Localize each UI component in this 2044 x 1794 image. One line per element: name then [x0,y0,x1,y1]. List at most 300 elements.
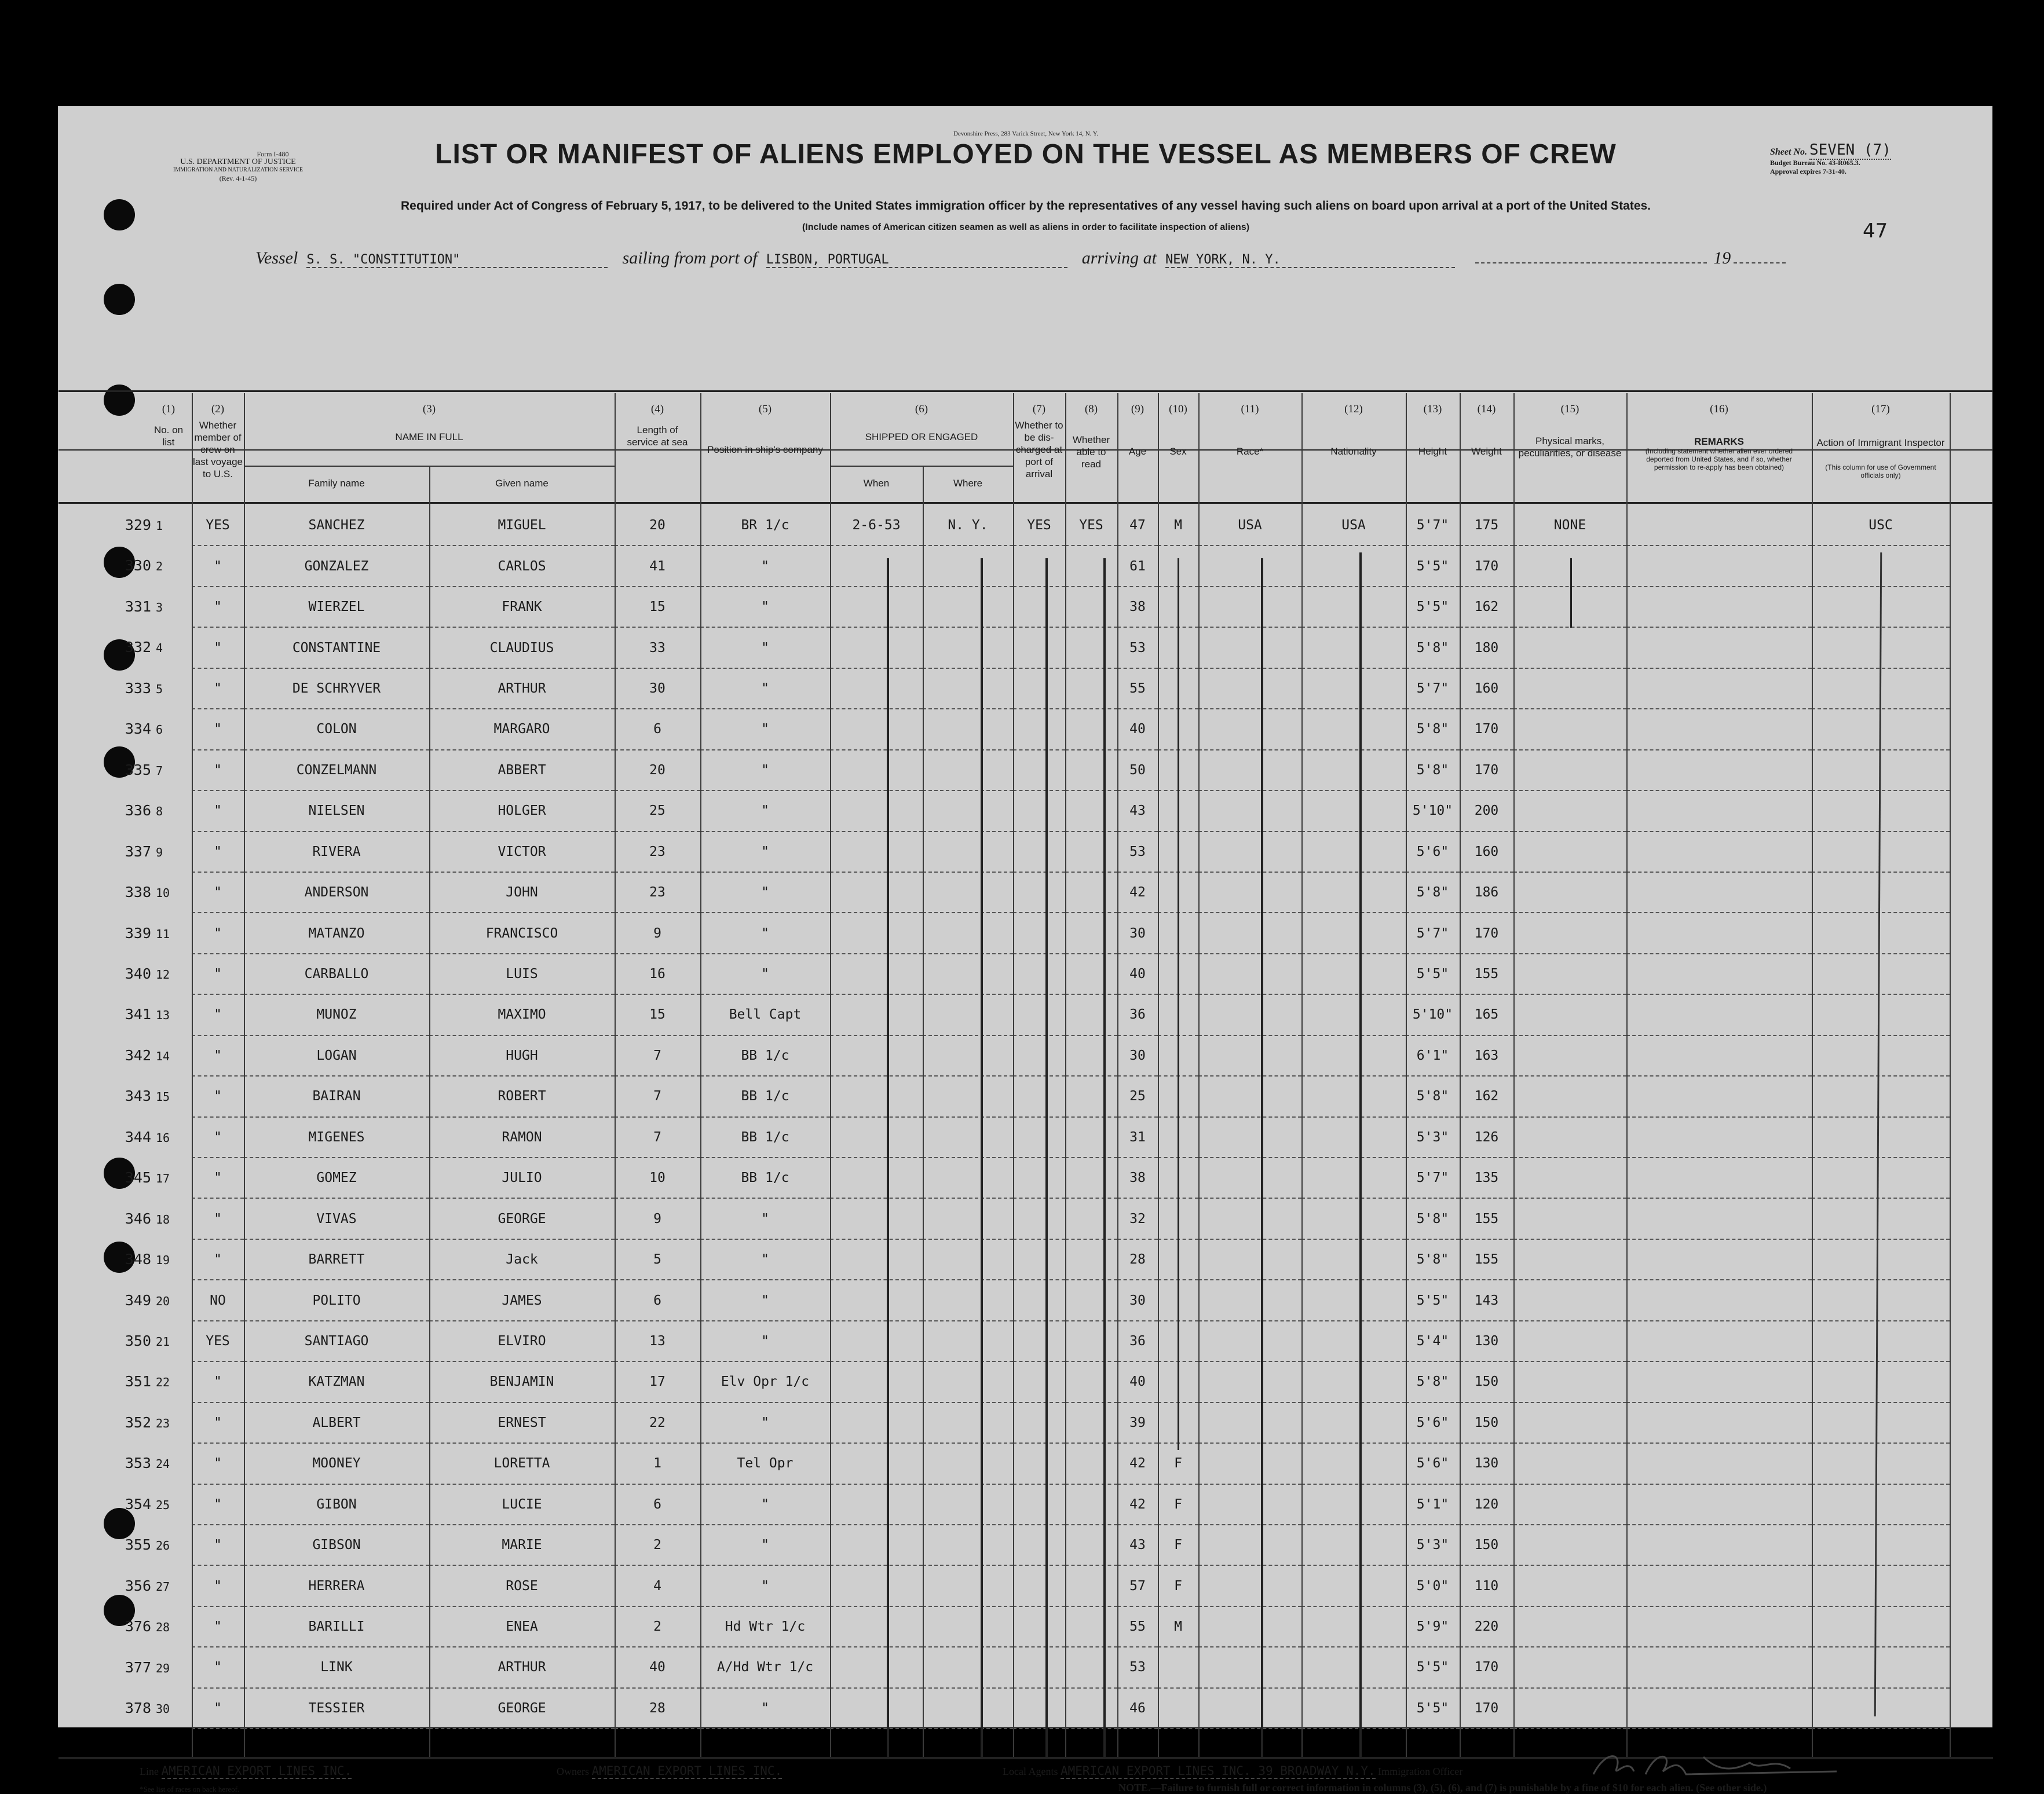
race-cell [1198,1403,1301,1443]
age-cell: 53 [1117,832,1158,872]
departure-port: LISBON, PORTUGAL [766,252,1067,268]
age-cell: 30 [1117,1280,1158,1320]
header-name-in-full: NAME IN FULL [395,431,463,442]
nationality-cell [1301,913,1406,953]
inspector-action-cell [1812,1198,1950,1239]
crew-last-voyage-cell: " [192,1443,244,1484]
family-name-cell: NIELSEN [244,790,429,831]
column-rule [615,393,616,1757]
weight-cell: 155 [1460,1239,1513,1280]
family-name-cell: BARRETT [244,1239,429,1280]
discharged-cell [1013,1239,1065,1280]
column-rule [1460,393,1461,1757]
given-name-cell: ARTHUR [429,668,615,709]
crew-last-voyage-cell: " [192,545,244,586]
discharged-cell [1013,1565,1065,1606]
given-name-cell: JOHN [429,872,615,913]
nationality-cell [1301,1565,1406,1606]
nationality-cell [1301,1484,1406,1525]
nationality-cell [1301,872,1406,913]
col-num: (1) [162,403,175,415]
race-cell [1198,832,1301,872]
service-length-cell: 41 [615,545,700,586]
sheet-number-block [1770,141,1891,176]
age-cell: 39 [1117,1403,1158,1443]
inspector-action-cell [1812,1158,1950,1198]
able-to-read-cell [1065,994,1117,1035]
age-cell: 38 [1117,1158,1158,1198]
position-cell: " [700,627,830,668]
inspector-action-cell [1812,872,1950,913]
weight-cell: 163 [1460,1035,1513,1076]
weight-cell: 186 [1460,872,1513,913]
crew-last-voyage-cell: " [192,954,244,994]
race-cell [1198,1565,1301,1606]
remarks-cell [1626,1239,1812,1280]
race-cell [1198,954,1301,994]
able-to-read-cell [1065,750,1117,790]
manifest-sheet [58,106,1992,1793]
physical-marks-cell [1513,1688,1626,1729]
able-to-read-cell [1065,1321,1117,1361]
list-number: 5 [156,682,163,696]
shipped-when-cell [830,1443,923,1484]
family-name-cell: MUNOZ [244,994,429,1035]
table-row [192,1321,1950,1361]
remarks-cell [1626,1688,1812,1729]
physical-marks-cell [1513,1606,1626,1647]
race-cell [1198,545,1301,586]
remarks-cell [1626,587,1812,627]
shipped-when-cell [830,1484,923,1525]
shipped-when-cell [830,872,923,913]
serial-entry [105,1700,192,1716]
given-name-cell: JAMES [429,1280,615,1320]
height-cell: 6'1" [1406,1035,1460,1076]
col-num: (2) [211,403,225,415]
race-cell [1198,1321,1301,1361]
service-length-cell: 17 [615,1361,700,1402]
discharged-cell [1013,1076,1065,1116]
col-num: (3) [422,403,436,415]
physical-marks-cell [1513,1198,1626,1239]
shipped-where-cell [923,709,1013,749]
age-cell: 55 [1117,668,1158,709]
header-sex: Sex [1169,446,1187,457]
race-cell [1198,790,1301,831]
family-name-cell: SANTIAGO [244,1321,429,1361]
position-cell: A/Hd Wtr 1/c [700,1647,830,1687]
list-number: 21 [156,1335,170,1349]
shipped-when-cell [830,587,923,627]
given-name-cell: GEORGE [429,1688,615,1729]
arrival-port: NEW YORK, N. Y. [1165,252,1455,268]
position-cell: Tel Opr [700,1443,830,1484]
serial-entry [105,925,192,942]
shipped-where-cell [923,1647,1013,1687]
position-cell: " [700,1198,830,1239]
position-cell: Elv Opr 1/c [700,1361,830,1402]
table-row [192,1239,1950,1280]
serial-entry [105,1659,192,1676]
race-cell [1198,872,1301,913]
table-row [192,1647,1950,1687]
race-cell [1198,1239,1301,1280]
family-name-cell: ANDERSON [244,872,429,913]
age-cell: 30 [1117,913,1158,953]
race-cell [1198,1647,1301,1687]
shipped-when-cell [830,709,923,749]
inspector-action-cell [1812,954,1950,994]
crew-last-voyage-cell: " [192,1606,244,1647]
shipped-when-cell [830,1076,923,1116]
table-row [192,505,1950,545]
col-num: (6) [915,403,928,415]
nationality-cell [1301,750,1406,790]
family-name-cell: BAIRAN [244,1076,429,1116]
crew-last-voyage-cell: " [192,587,244,627]
family-name-cell: CONSTANTINE [244,627,429,668]
weight-cell: 160 [1460,668,1513,709]
list-number: 1 [156,519,163,533]
budget-bureau: Budget Bureau No. 43-R065.3. [1770,159,1860,167]
serial-number: 333 [125,679,151,697]
list-number: 11 [156,927,170,941]
remarks-cell [1626,1198,1812,1239]
nationality-cell [1301,1688,1406,1729]
age-cell: 40 [1117,709,1158,749]
physical-marks-cell [1513,1035,1626,1076]
header-able-to-read: Whether able to read [1072,434,1110,470]
discharged-cell [1013,627,1065,668]
service-length-cell: 23 [615,872,700,913]
shipped-when-cell [830,1239,923,1280]
when-ditto-line [887,558,889,1757]
weight-cell: 170 [1460,1688,1513,1729]
family-name-cell: MIGENES [244,1117,429,1158]
remarks-cell [1626,1321,1812,1361]
family-name-cell: WIERZEL [244,587,429,627]
height-cell: 5'3" [1406,1117,1460,1158]
header-weight: Weight [1471,446,1502,457]
position-cell: " [700,587,830,627]
list-number: 12 [156,967,170,982]
remarks-cell [1626,790,1812,831]
weight-cell: 175 [1460,505,1513,545]
year-blank [1734,262,1786,263]
service-length-cell: 28 [615,1688,700,1729]
serial-number: 345 [125,1169,151,1187]
inspector-action-cell [1812,1484,1950,1525]
name-subheader-rule [244,466,615,467]
position-cell: " [700,709,830,749]
officer-label: Immigration Officer [1378,1766,1463,1777]
weight-cell: 170 [1460,913,1513,953]
table-row [192,790,1950,831]
serial-number: 346 [125,1210,151,1227]
shipped-where-cell [923,1688,1013,1729]
shipped-where-cell [923,668,1013,709]
crew-last-voyage-cell: " [192,1525,244,1565]
serial-number: 339 [125,924,151,942]
table-row [192,587,1950,627]
inspector-action-cell [1812,1076,1950,1116]
serial-entry [105,557,192,574]
inspector-action-cell [1812,1361,1950,1402]
header-height: Height [1418,446,1447,457]
physical-marks-cell [1513,790,1626,831]
shipped-when-cell [830,1035,923,1076]
remarks-cell [1626,1647,1812,1687]
remarks-cell [1626,1443,1812,1484]
height-cell: 5'5" [1406,954,1460,994]
list-number: 27 [156,1579,170,1594]
serial-entry [105,1414,192,1431]
serial-entry [105,639,192,656]
shipped-when-cell [830,668,923,709]
position-cell: BB 1/c [700,1076,830,1116]
nationality-cell [1301,994,1406,1035]
shipped-where-cell [923,1443,1013,1484]
shipped-where-cell [923,790,1013,831]
crew-last-voyage-cell: " [192,709,244,749]
physical-marks-cell [1513,1239,1626,1280]
weight-cell: 162 [1460,1076,1513,1116]
col-num: (9) [1131,403,1145,415]
table-row [192,832,1950,872]
physical-marks-cell [1513,1443,1626,1484]
family-name-cell: GOMEZ [244,1158,429,1198]
shipped-when-cell [830,994,923,1035]
nationality-cell [1301,1280,1406,1320]
table-row [192,1443,1950,1484]
column-rule [192,393,193,1757]
remarks-cell [1626,1117,1812,1158]
nationality-cell [1301,1076,1406,1116]
service-length-cell: 2 [615,1606,700,1647]
race-cell [1198,587,1301,627]
inspector-action-cell [1812,1688,1950,1729]
punch-hole [104,385,135,416]
serial-entry [105,1618,192,1635]
able-to-read-cell [1065,913,1117,953]
able-to-read-cell [1065,1565,1117,1606]
weight-cell: 110 [1460,1565,1513,1606]
serial-entry [105,843,192,860]
list-number: 8 [156,804,163,819]
header-bottom-rule [58,502,1993,504]
given-name-cell: BENJAMIN [429,1361,615,1402]
list-number: 22 [156,1375,170,1390]
weight-cell: 150 [1460,1403,1513,1443]
discharged-cell [1013,1525,1065,1565]
discharged-cell [1013,668,1065,709]
age-cell: 55 [1117,1606,1158,1647]
given-name-cell: LORETTA [429,1443,615,1484]
col-num: (15) [1560,403,1579,415]
department: U.S. DEPARTMENT OF JUSTICE [180,158,296,166]
serial-entry [105,517,192,533]
list-number: 18 [156,1212,170,1226]
able-to-read-cell [1065,709,1117,749]
discharged-cell [1013,1321,1065,1361]
crew-last-voyage-cell: " [192,1403,244,1443]
given-name-cell: CLAUDIUS [429,627,615,668]
nationality-cell [1301,1606,1406,1647]
physical-marks-cell [1513,627,1626,668]
press-imprint: Devonshire Press, 283 Varick Street, New York 14, N. Y. [953,130,1099,137]
age-cell: 42 [1117,872,1158,913]
height-cell: 5'7" [1406,1158,1460,1198]
able-to-read-cell [1065,954,1117,994]
age-cell: 40 [1117,954,1158,994]
family-name-cell: POLITO [244,1280,429,1320]
crew-last-voyage-cell: " [192,994,244,1035]
discharged-cell: YES [1013,505,1065,545]
form-number: Form I-480 [257,150,289,158]
height-cell: 5'7" [1406,505,1460,545]
discharged-cell [1013,545,1065,586]
shipped-when-cell [830,1688,923,1729]
discharged-cell [1013,832,1065,872]
height-cell: 5'5" [1406,1688,1460,1729]
shipped-where-cell [923,1198,1013,1239]
weight-cell: 160 [1460,832,1513,872]
given-name-cell: LUCIE [429,1484,615,1525]
physical-marks-cell [1513,1565,1626,1606]
serial-number: 341 [125,1006,151,1023]
col-num: (4) [650,403,664,415]
race-cell [1198,994,1301,1035]
remarks-cell [1626,1158,1812,1198]
table-row [192,1403,1950,1443]
given-name-cell: ELVIRO [429,1321,615,1361]
crew-last-voyage-cell: " [192,832,244,872]
family-name-cell: SANCHEZ [244,505,429,545]
marks-ditto-line [1570,558,1572,628]
shipped-when-cell [830,1565,923,1606]
able-to-read-cell [1065,1117,1117,1158]
physical-marks-cell [1513,872,1626,913]
shipped-where-cell: N. Y. [923,505,1013,545]
able-to-read-cell [1065,872,1117,913]
crew-last-voyage-cell: " [192,627,244,668]
header-discharged: Whether to be dis-charged at port of arrival [1015,420,1063,479]
nationality-cell [1301,1361,1406,1402]
family-name-cell: KATZMAN [244,1361,429,1402]
family-name-cell: LINK [244,1647,429,1687]
agent-value: AMERICAN EXPORT LINES INC. 39 BROADWAY N.Y. [1060,1764,1376,1778]
race-cell [1198,1443,1301,1484]
column-rule [244,393,245,1757]
list-number: 3 [156,600,163,614]
sex-cell: F [1158,1443,1198,1484]
age-cell: 36 [1117,1321,1158,1361]
shipped-where-cell [923,1403,1013,1443]
physical-marks-cell [1513,1280,1626,1320]
table-row [192,1158,1950,1198]
physical-marks-cell [1513,1361,1626,1402]
shipped-when-cell [830,1361,923,1402]
service-length-cell: 30 [615,668,700,709]
table-row [192,668,1950,709]
race-cell [1198,1525,1301,1565]
serial-number: 342 [125,1046,151,1064]
arriving-label: arriving at [1081,248,1157,268]
nationality-cell [1301,1403,1406,1443]
given-name-cell: ARTHUR [429,1647,615,1687]
sex-cell: M [1158,505,1198,545]
serial-entry [105,1536,192,1553]
family-name-cell: DE SCHRYVER [244,668,429,709]
discharged-cell [1013,750,1065,790]
age-cell: 28 [1117,1239,1158,1280]
position-cell: " [700,1280,830,1320]
remarks-cell [1626,1484,1812,1525]
position-cell: Hd Wtr 1/c [700,1606,830,1647]
table-row [192,1117,1950,1158]
nationality-cell [1301,954,1406,994]
serial-number: 329 [125,517,151,533]
age-cell: 57 [1117,1565,1158,1606]
col-num: (10) [1169,403,1187,415]
race-ditto-line [1261,558,1263,1757]
given-name-cell: CARLOS [429,545,615,586]
family-name-cell: COLON [244,709,429,749]
shipped-where-cell [923,587,1013,627]
height-cell: 5'10" [1406,994,1460,1035]
remarks-cell [1626,913,1812,953]
crew-last-voyage-cell: " [192,1647,244,1687]
list-number: 2 [156,559,163,574]
serial-entry [105,1373,192,1390]
shipped-where-cell [923,1076,1013,1116]
shipped-where-cell [923,913,1013,953]
age-cell: 42 [1117,1484,1158,1525]
shipped-when-cell [830,545,923,586]
remarks-cell [1626,954,1812,994]
given-name-cell: MAXIMO [429,994,615,1035]
shipped-where-cell [923,1280,1013,1320]
given-name-cell: HOLGER [429,790,615,831]
shipped-when-cell [830,1606,923,1647]
punch-hole [104,1508,135,1539]
serial-entry [105,1577,192,1594]
form-subnote: (Include names of American citizen seamen as well as aliens in order to facilitate inspection of aliens) [802,222,1250,232]
inspector-action-cell: USC [1812,505,1950,545]
race-cell [1198,750,1301,790]
discharged-cell [1013,872,1065,913]
serial-entry [105,1169,192,1186]
service-length-cell: 5 [615,1239,700,1280]
service-length-cell: 13 [615,1321,700,1361]
service-length-cell: 4 [615,1565,700,1606]
given-name-cell: GEORGE [429,1198,615,1239]
shipped-where-cell [923,872,1013,913]
header-given-name: Given name [495,478,549,489]
remarks-cell [1626,1403,1812,1443]
age-cell: 31 [1117,1117,1158,1158]
given-name-cell: HUGH [429,1035,615,1076]
header-position: Position in ship's company [707,444,823,455]
shipped-when-cell: 2-6-53 [830,505,923,545]
nationality-cell [1301,790,1406,831]
able-to-read-cell [1065,1647,1117,1687]
header-inspector-note: (This column for use of Government officials only) [1825,463,1936,479]
serial-number: 344 [125,1128,151,1145]
header-race: Race* [1236,446,1264,457]
list-number: 13 [156,1008,170,1023]
